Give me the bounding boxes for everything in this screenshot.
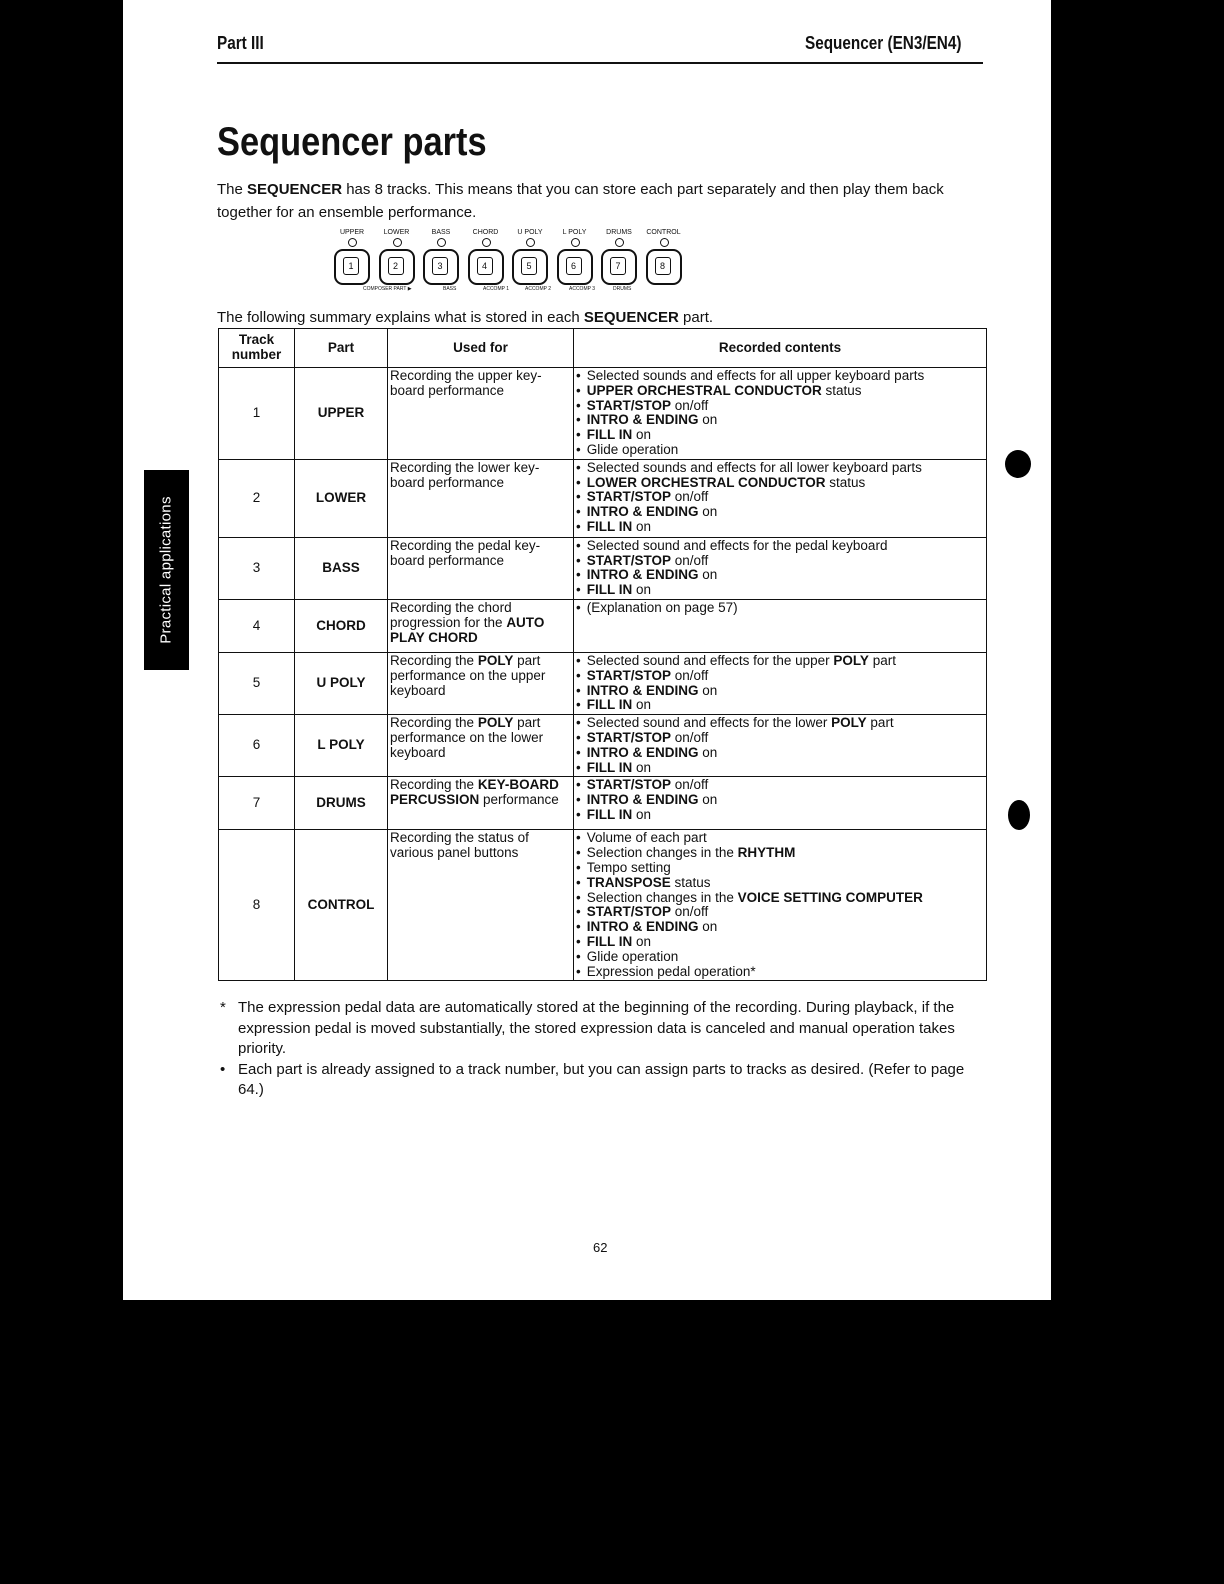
track-button-number: 4 <box>477 257 493 275</box>
used-for-text: KEY-BOARD PERCUSSION <box>390 777 559 808</box>
contents-item <box>576 846 984 861</box>
table-row <box>219 830 987 981</box>
panel-bottom-label: ACCOMP 1 <box>483 286 510 292</box>
contents-item <box>576 950 984 965</box>
contents-item <box>576 746 984 761</box>
track-button <box>557 249 593 285</box>
contents-text: Selection changes in the <box>586 889 738 905</box>
used-for: Recording the pedal key-board performance <box>388 537 574 599</box>
intro-suffix: has 8 tracks. This means that you can store each part separately and then play them back together for an ensemble performance. <box>217 181 944 221</box>
contents-bold: VOICE SETTING COMPUTER <box>737 889 923 905</box>
used-for-text: POLY <box>477 652 514 668</box>
used-for-text: POLY <box>477 715 514 731</box>
panel-label: U POLY <box>517 229 543 236</box>
track-number: 6 <box>219 715 295 777</box>
track-number: 2 <box>219 459 295 537</box>
note-text: Each part is already assigned to a track number, but you can assign parts to tracks as desired. (Refer to page 64.) <box>238 1060 965 1098</box>
recorded-contents <box>574 830 987 981</box>
table-row <box>219 368 987 460</box>
panel-label: UPPER <box>339 229 365 236</box>
contents-item <box>576 965 984 980</box>
part-name: CONTROL <box>295 830 388 981</box>
contents-bold: START/STOP <box>586 777 671 793</box>
table-row <box>219 715 987 777</box>
contents-text: on/off <box>671 729 709 745</box>
used-for: Recording the lower key-board performance <box>388 459 574 537</box>
summary-bold: SEQUENCER <box>583 309 679 326</box>
contents-item <box>576 428 984 443</box>
used-for: Recording the upper key-board performance <box>388 368 574 460</box>
recorded-contents <box>574 652 987 714</box>
note-text: The expression pedal data are automatically stored at the beginning of the recording. During playback, if the expression pedal is moved substantially, the stored expression data is canceled and manual operation takes priority. <box>238 999 955 1057</box>
contents-item <box>576 384 984 399</box>
contents-text: on <box>698 792 718 808</box>
track-button <box>468 249 504 285</box>
header-used-for: Used for <box>388 329 574 368</box>
contents-bold: POLY <box>831 715 867 731</box>
track-button <box>646 249 682 285</box>
contents-item <box>576 539 984 554</box>
table-row <box>219 652 987 714</box>
contents-list <box>576 601 984 616</box>
track-button-number: 2 <box>388 257 404 275</box>
contents-bold: FILL IN <box>586 518 633 534</box>
used-for-text: Recording the <box>390 715 478 731</box>
binder-hole <box>1008 800 1030 830</box>
panel-bottom-label: ACCOMP 3 <box>569 286 596 292</box>
notes <box>217 998 987 1101</box>
contents-bold: INTRO & ENDING <box>586 567 699 583</box>
part-name: DRUMS <box>295 777 388 830</box>
contents-text: Selected sound and effects for the lower <box>586 715 832 731</box>
contents-bold: FILL IN <box>586 697 633 713</box>
led-indicator-icon <box>437 238 446 247</box>
track-button-number: 7 <box>610 257 626 275</box>
contents-bold: INTRO & ENDING <box>586 504 699 520</box>
used-for-text: performance <box>479 792 559 808</box>
contents-bold: FILL IN <box>586 759 633 775</box>
track-number: 1 <box>219 368 295 460</box>
contents-text: on <box>698 567 718 583</box>
contents-text: Selection changes in the <box>586 845 738 861</box>
contents-item <box>576 793 984 808</box>
sequencer-panel-diagram <box>333 229 693 297</box>
contents-item <box>576 399 984 414</box>
contents-item <box>576 831 984 846</box>
contents-list <box>576 716 984 775</box>
page-title: Sequencer parts <box>217 120 487 164</box>
header-section: Sequencer (EN3/EN4) <box>805 33 962 53</box>
led-indicator-icon <box>482 238 491 247</box>
contents-list <box>576 831 984 979</box>
contents-item <box>576 505 984 520</box>
contents-text: (Explanation on page 57) <box>586 599 738 615</box>
contents-text: on/off <box>671 489 709 505</box>
used-for <box>388 599 574 652</box>
contents-bold: FILL IN <box>586 582 633 598</box>
used-for-text: Recording the <box>390 777 478 793</box>
contents-bold: FILL IN <box>586 933 633 949</box>
led-indicator-icon <box>615 238 624 247</box>
contents-list <box>576 369 984 458</box>
part-name: UPPER <box>295 368 388 460</box>
contents-bold: START/STOP <box>586 552 671 568</box>
contents-item <box>576 905 984 920</box>
track-button-number: 3 <box>432 257 448 275</box>
binder-hole <box>1005 450 1031 478</box>
note-asterisk <box>217 998 987 1060</box>
contents-bold: START/STOP <box>586 667 671 683</box>
contents-item <box>576 413 984 428</box>
panel-label: L POLY <box>562 229 587 236</box>
contents-bold: START/STOP <box>586 904 671 920</box>
used-for <box>388 777 574 830</box>
recorded-contents <box>574 777 987 830</box>
contents-bold: START/STOP <box>586 729 671 745</box>
contents-bold: INTRO & ENDING <box>586 919 699 935</box>
contents-text: on/off <box>671 552 709 568</box>
page-number: 62 <box>593 1240 608 1255</box>
contents-item <box>576 669 984 684</box>
track-number: 8 <box>219 830 295 981</box>
led-indicator-icon <box>660 238 669 247</box>
track-button-number: 5 <box>521 257 537 275</box>
track-number: 3 <box>219 537 295 599</box>
contents-item <box>576 808 984 823</box>
recorded-contents <box>574 459 987 537</box>
contents-text: on <box>632 759 652 775</box>
table-row <box>219 537 987 599</box>
contents-bold: INTRO & ENDING <box>586 792 699 808</box>
used-for-text: Recording the chord progression for the <box>390 599 512 630</box>
contents-item <box>576 698 984 713</box>
recorded-contents <box>574 537 987 599</box>
panel-label: CONTROL <box>646 229 681 236</box>
track-button <box>601 249 637 285</box>
contents-item <box>576 935 984 950</box>
track-number: 5 <box>219 652 295 714</box>
sequencer-parts-table <box>218 328 987 981</box>
contents-item <box>576 761 984 776</box>
contents-bold: LOWER ORCHESTRAL CONDUCTOR <box>586 474 826 490</box>
track-button <box>379 249 415 285</box>
contents-text: Volume of each part <box>586 830 707 846</box>
header-part: Part <box>295 329 388 368</box>
panel-label: CHORD <box>472 229 499 236</box>
track-button-number: 6 <box>566 257 582 275</box>
contents-text: on <box>632 697 652 713</box>
contents-text: Expression pedal operation* <box>586 963 756 979</box>
part-name: CHORD <box>295 599 388 652</box>
summary-prefix: The following summary explains what is stored in each <box>217 309 584 326</box>
side-tab <box>144 470 189 670</box>
part-name: BASS <box>295 537 388 599</box>
used-for-text: Recording the <box>390 652 478 668</box>
contents-item <box>576 554 984 569</box>
contents-text: Glide operation <box>586 948 679 964</box>
contents-text: on <box>632 582 652 598</box>
contents-item <box>576 461 984 476</box>
contents-item <box>576 716 984 731</box>
contents-text: status <box>825 474 866 490</box>
header-part: Part III <box>217 33 264 53</box>
part-name: U POLY <box>295 652 388 714</box>
contents-list <box>576 778 984 822</box>
track-button <box>512 249 548 285</box>
contents-item <box>576 731 984 746</box>
panel-bottom-label: ACCOMP 2 <box>525 286 552 292</box>
contents-bold: UPPER ORCHESTRAL CONDUCTOR <box>586 382 822 398</box>
used-for <box>388 652 574 714</box>
panel-bottom-label: COMPOSER PART ▶ <box>363 286 412 292</box>
contents-text: on/off <box>671 904 709 920</box>
contents-item <box>576 490 984 505</box>
intro-bold: SEQUENCER <box>247 181 343 198</box>
used-for-text: AUTO PLAY CHORD <box>390 614 545 645</box>
recorded-contents <box>574 715 987 777</box>
note-mark: * <box>220 999 226 1016</box>
contents-text: Glide operation <box>586 441 679 457</box>
contents-item <box>576 684 984 699</box>
used-for <box>388 715 574 777</box>
contents-text: on <box>632 427 652 443</box>
note-bullet <box>217 1060 987 1101</box>
contents-bold: FILL IN <box>586 806 633 822</box>
contents-list <box>576 461 984 535</box>
contents-text: Selected sound and effects for the upper <box>586 652 834 668</box>
table-header-row <box>219 329 987 368</box>
part-name: LOWER <box>295 459 388 537</box>
table-row <box>219 599 987 652</box>
panel-bottom-label: DRUMS <box>613 286 632 292</box>
contents-item <box>576 568 984 583</box>
contents-item <box>576 476 984 491</box>
used-for-text: part performance on the upper keyboard <box>390 652 546 698</box>
contents-item <box>576 601 984 616</box>
header-track-number: Track number <box>219 329 295 368</box>
contents-item <box>576 369 984 384</box>
track-number: 7 <box>219 777 295 830</box>
contents-bold: TRANSPOSE <box>586 874 671 890</box>
contents-text: on <box>632 806 652 822</box>
contents-text: on <box>698 744 718 760</box>
contents-item <box>576 443 984 458</box>
contents-text: on <box>632 518 652 534</box>
led-indicator-icon <box>526 238 535 247</box>
contents-list <box>576 539 984 598</box>
contents-text: status <box>821 382 862 398</box>
panel-label: DRUMS <box>606 229 632 236</box>
contents-text: on <box>698 412 718 428</box>
contents-text: on <box>632 933 652 949</box>
track-button-number: 1 <box>343 257 359 275</box>
contents-item <box>576 654 984 669</box>
contents-bold: RHYTHM <box>737 845 796 861</box>
summary-line <box>217 309 713 326</box>
contents-text: Selected sound and effects for the pedal keyboard <box>586 537 888 553</box>
contents-item <box>576 876 984 891</box>
summary-suffix: part. <box>678 309 714 326</box>
track-button <box>423 249 459 285</box>
contents-item <box>576 778 984 793</box>
led-indicator-icon <box>393 238 402 247</box>
track-number: 4 <box>219 599 295 652</box>
contents-item <box>576 891 984 906</box>
contents-text: on <box>698 504 718 520</box>
led-indicator-icon <box>571 238 580 247</box>
contents-bold: POLY <box>833 652 869 668</box>
contents-text: on/off <box>671 777 709 793</box>
contents-bold: INTRO & ENDING <box>586 682 699 698</box>
contents-item <box>576 920 984 935</box>
contents-bold: INTRO & ENDING <box>586 744 699 760</box>
contents-text: Selected sounds and effects for all lower keyboard parts <box>586 459 922 475</box>
contents-list <box>576 654 984 713</box>
track-button <box>334 249 370 285</box>
contents-text: on <box>698 919 718 935</box>
recorded-contents <box>574 368 987 460</box>
contents-text: on <box>698 682 718 698</box>
note-mark: • <box>220 1060 226 1078</box>
intro-paragraph <box>217 178 987 224</box>
header-recorded-contents: Recorded contents <box>574 329 987 368</box>
table-row <box>219 777 987 830</box>
contents-item <box>576 583 984 598</box>
contents-item <box>576 520 984 535</box>
contents-bold: START/STOP <box>586 489 671 505</box>
side-tab-label: Practical applications <box>157 496 175 644</box>
contents-text: Tempo setting <box>586 859 671 875</box>
contents-item <box>576 861 984 876</box>
table-row <box>219 459 987 537</box>
used-for-text: part performance on the lower keyboard <box>390 715 544 760</box>
track-button-number: 8 <box>655 257 671 275</box>
led-indicator-icon <box>348 238 357 247</box>
contents-text: Selected sounds and effects for all upper keyboard parts <box>586 368 925 383</box>
contents-text: part <box>866 715 894 731</box>
used-for: Recording the status of various panel buttons <box>388 830 574 981</box>
part-name: L POLY <box>295 715 388 777</box>
panel-label: LOWER <box>383 229 410 236</box>
contents-text: status <box>670 874 711 890</box>
recorded-contents <box>574 599 987 652</box>
contents-text: on/off <box>671 667 709 683</box>
contents-bold: FILL IN <box>586 427 633 443</box>
panel-bottom-label: BASS <box>443 286 457 292</box>
intro-prefix: The <box>217 181 248 198</box>
contents-bold: START/STOP <box>586 397 671 413</box>
contents-text: part <box>868 652 896 668</box>
contents-bold: INTRO & ENDING <box>586 412 699 428</box>
contents-text: on/off <box>671 397 709 413</box>
header-rule <box>217 62 983 64</box>
panel-label: BASS <box>431 229 451 236</box>
